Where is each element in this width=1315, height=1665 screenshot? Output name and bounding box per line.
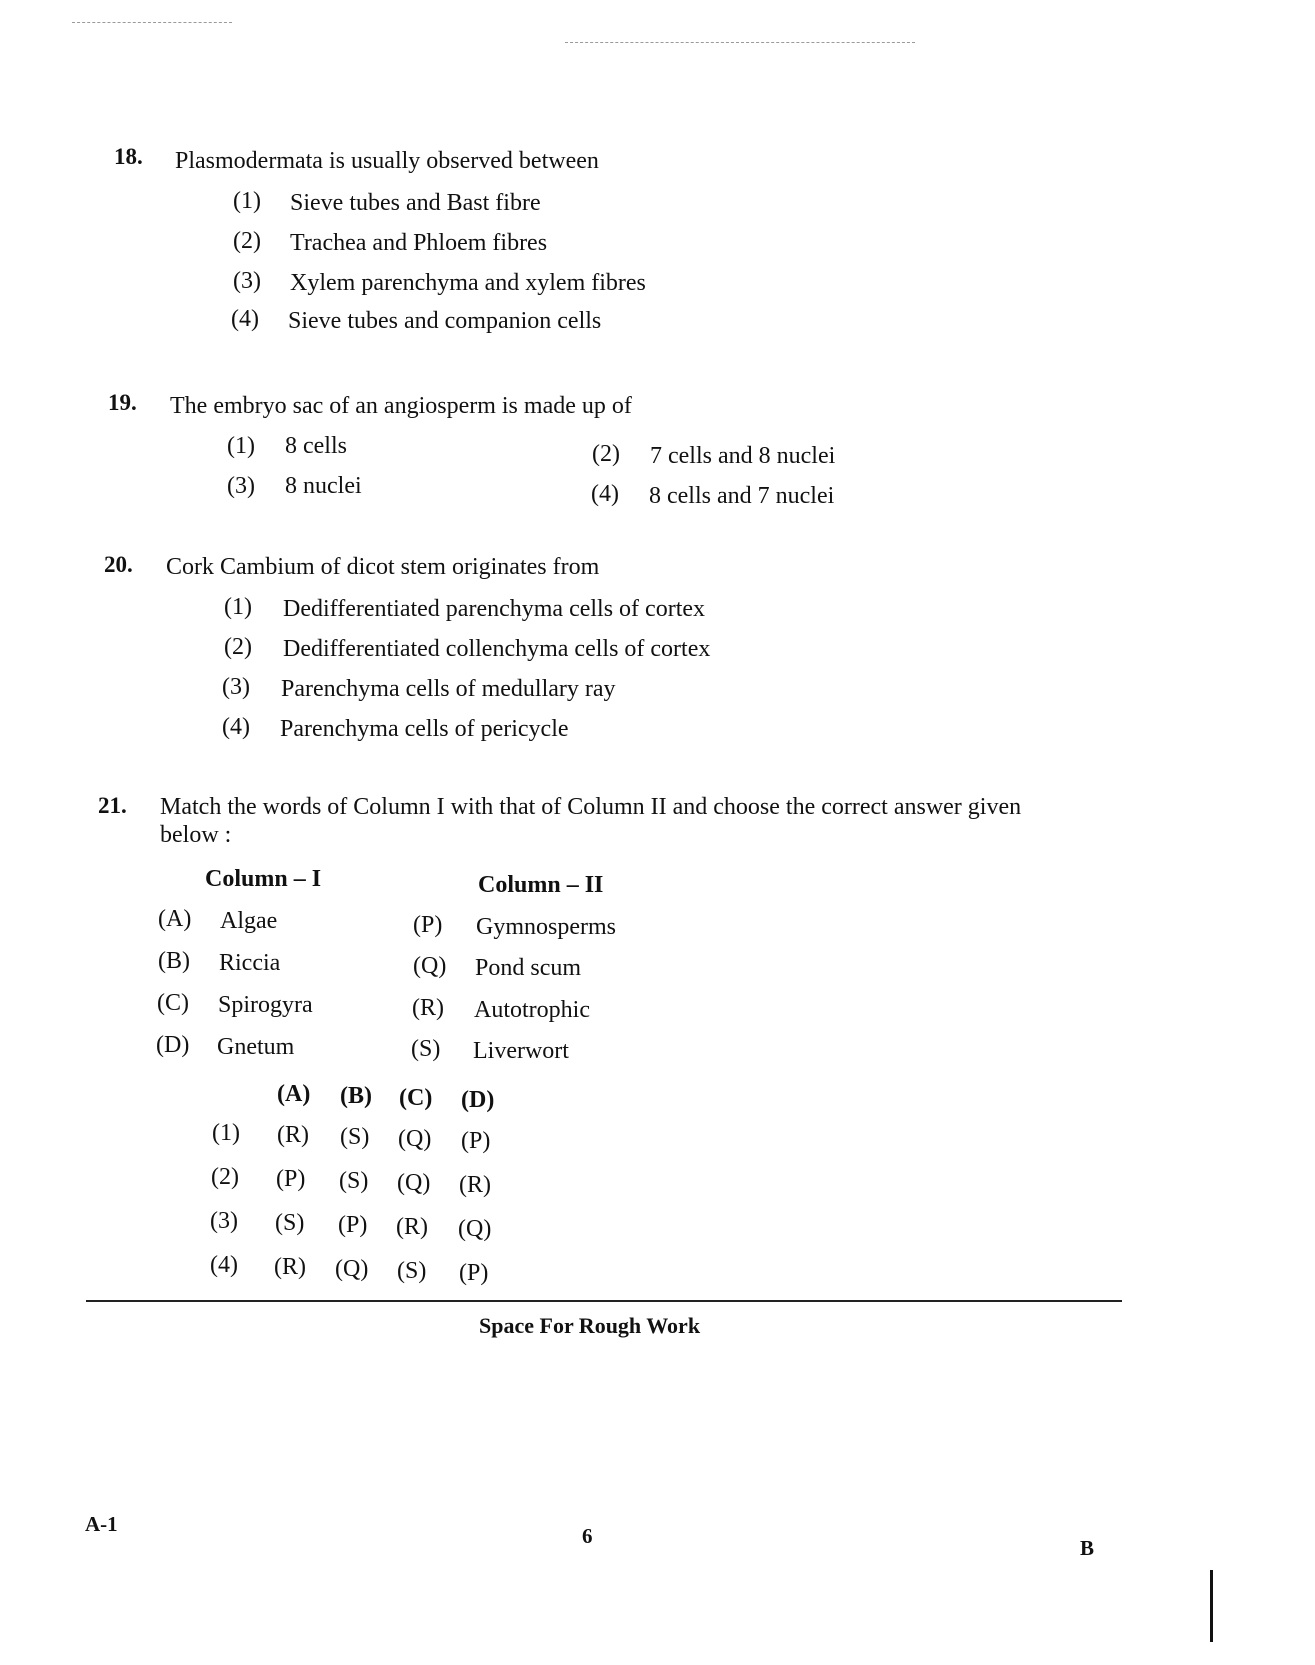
answer-cell: (Q) bbox=[458, 1216, 492, 1242]
column-2-label: (Q) bbox=[413, 953, 447, 979]
option-number: (4) bbox=[591, 481, 619, 507]
column-2-item: Gymnosperms bbox=[476, 914, 616, 940]
question-number: 20. bbox=[104, 552, 133, 577]
option-number: (1) bbox=[227, 433, 255, 459]
answer-header: (A) bbox=[277, 1081, 311, 1107]
booklet-series: B bbox=[1080, 1536, 1095, 1560]
column-1-item: Riccia bbox=[219, 950, 281, 976]
option-number: (3) bbox=[233, 268, 261, 294]
question-number: 21. bbox=[98, 793, 127, 818]
answer-cell: (R) bbox=[277, 1122, 309, 1148]
column-1-heading: Column – I bbox=[205, 866, 322, 892]
option-text: Sieve tubes and companion cells bbox=[288, 308, 602, 334]
column-2-label: (R) bbox=[412, 995, 444, 1021]
answer-cell: (Q) bbox=[335, 1256, 369, 1282]
option-number: (1) bbox=[233, 188, 261, 214]
option-text: 8 nuclei bbox=[285, 473, 362, 499]
column-2-label: (S) bbox=[411, 1036, 441, 1062]
answer-header: (C) bbox=[399, 1085, 433, 1111]
option-number: (2) bbox=[592, 441, 620, 467]
rough-work-label: Space For Rough Work bbox=[479, 1313, 701, 1338]
question-number: 18. bbox=[114, 144, 143, 169]
column-2-item: Autotrophic bbox=[474, 997, 590, 1023]
option-text: Trachea and Phloem fibres bbox=[290, 230, 548, 256]
option-number: (4) bbox=[231, 306, 259, 332]
option-text: 8 cells bbox=[285, 433, 347, 459]
option-text: Dedifferentiated parenchyma cells of cortex bbox=[283, 596, 706, 622]
answer-option-number: (3) bbox=[210, 1208, 238, 1234]
answer-cell: (Q) bbox=[397, 1170, 431, 1196]
option-text: Xylem parenchyma and xylem fibres bbox=[290, 270, 646, 296]
answer-cell: (P) bbox=[276, 1166, 306, 1192]
margin-mark bbox=[1210, 1570, 1213, 1642]
column-1-label: (D) bbox=[156, 1032, 190, 1058]
option-text: Sieve tubes and Bast fibre bbox=[290, 190, 541, 216]
answer-header: (D) bbox=[461, 1087, 495, 1113]
option-number: (1) bbox=[224, 594, 252, 620]
question-text: Plasmodermata is usually observed between bbox=[175, 148, 599, 174]
question-text: Cork Cambium of dicot stem originates from bbox=[166, 554, 600, 580]
column-2-item: Pond scum bbox=[475, 955, 582, 981]
option-text: 7 cells and 8 nuclei bbox=[650, 443, 836, 469]
option-number: (4) bbox=[222, 714, 250, 740]
option-number: (2) bbox=[224, 634, 252, 660]
column-2-item: Liverwort bbox=[473, 1038, 569, 1064]
answer-cell: (S) bbox=[340, 1124, 370, 1150]
column-1-item: Algae bbox=[220, 908, 278, 934]
page-number: 6 bbox=[582, 1524, 593, 1548]
column-1-label: (C) bbox=[157, 990, 189, 1016]
column-1-label: (B) bbox=[158, 948, 190, 974]
option-text: Parenchyma cells of pericycle bbox=[280, 716, 569, 742]
option-text: Parenchyma cells of medullary ray bbox=[281, 676, 616, 702]
question-text-line-1: Match the words of Column I with that of Column II and choose the correct answer given bbox=[160, 794, 1022, 820]
scan-artifact-line-left bbox=[72, 22, 232, 23]
column-1-label: (A) bbox=[158, 906, 192, 932]
answer-cell: (S) bbox=[339, 1168, 369, 1194]
answer-cell: (P) bbox=[461, 1128, 491, 1154]
answer-header: (B) bbox=[340, 1083, 372, 1109]
question-text-line-2: below : bbox=[160, 822, 232, 848]
question-text: The embryo sac of an angiosperm is made up of bbox=[170, 393, 632, 419]
answer-cell: (R) bbox=[274, 1254, 306, 1280]
answer-cell: (P) bbox=[459, 1260, 489, 1286]
scan-artifact-line-right bbox=[565, 42, 915, 43]
column-1-item: Gnetum bbox=[217, 1034, 295, 1060]
option-number: (2) bbox=[233, 228, 261, 254]
answer-cell: (R) bbox=[396, 1214, 428, 1240]
rough-work-divider bbox=[86, 1300, 1122, 1302]
paper-code: A-1 bbox=[85, 1512, 118, 1536]
option-number: (3) bbox=[227, 473, 255, 499]
option-text: Dedifferentiated collenchyma cells of cortex bbox=[283, 636, 711, 662]
column-1-item: Spirogyra bbox=[218, 992, 313, 1018]
option-text: 8 cells and 7 nuclei bbox=[649, 483, 835, 509]
column-2-heading: Column – II bbox=[478, 872, 604, 898]
answer-option-number: (1) bbox=[212, 1120, 240, 1146]
column-2-label: (P) bbox=[413, 912, 443, 938]
question-number: 19. bbox=[108, 390, 137, 415]
answer-option-number: (2) bbox=[211, 1164, 239, 1190]
answer-cell: (S) bbox=[397, 1258, 427, 1284]
answer-cell: (S) bbox=[275, 1210, 305, 1236]
answer-cell: (Q) bbox=[398, 1126, 432, 1152]
answer-option-number: (4) bbox=[210, 1252, 238, 1278]
answer-cell: (P) bbox=[338, 1212, 368, 1238]
option-number: (3) bbox=[222, 674, 250, 700]
answer-cell: (R) bbox=[459, 1172, 491, 1198]
